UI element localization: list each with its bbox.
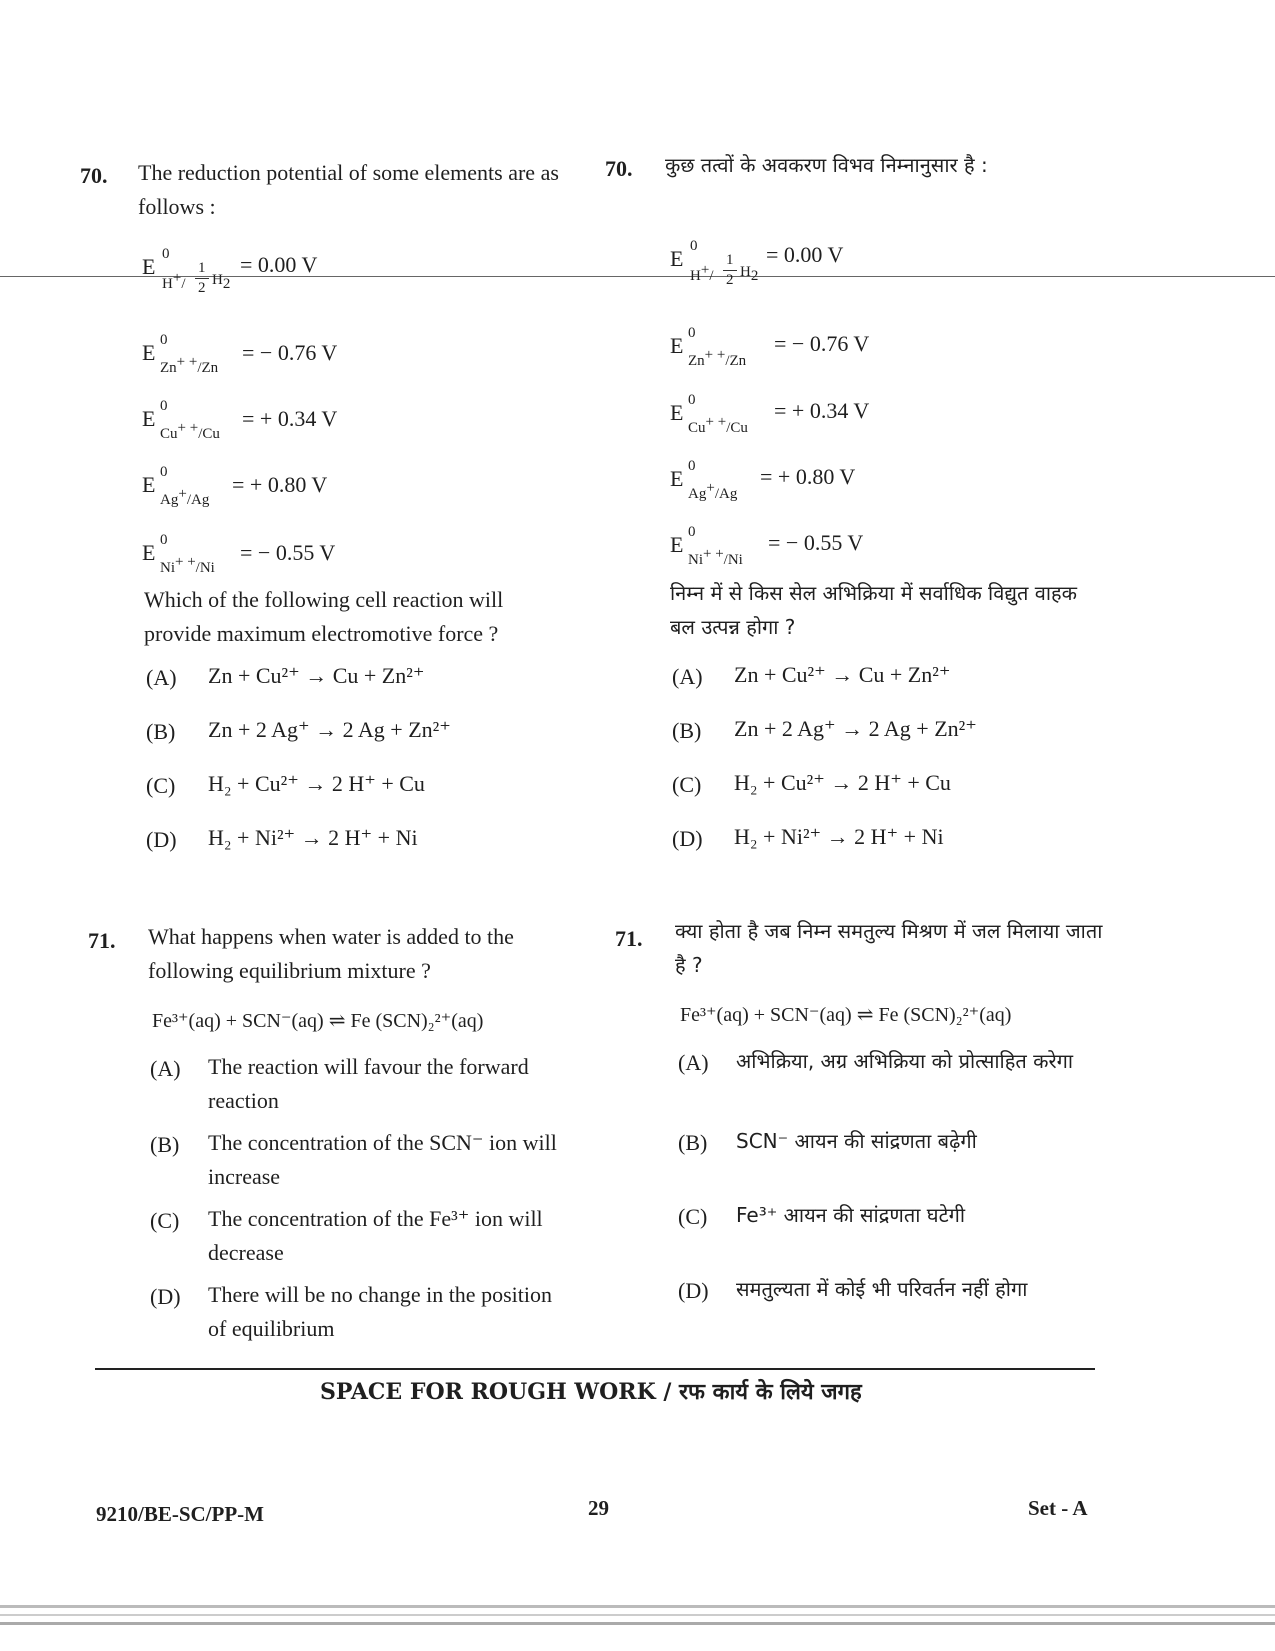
- q70-hi-question: कुछ तत्वों के अवकरण विभव निम्नानुसार है :: [665, 153, 988, 177]
- q70-en-eq-ni: E 0 Ni+ +/Ni = − 0.55 V: [142, 532, 336, 576]
- q70-hi-number: 70.: [605, 156, 633, 181]
- scan-border-bottom: [0, 1605, 1275, 1608]
- q70-en-prompt: Which of the following cell reaction will provide maximum electromotive force ?: [144, 587, 504, 646]
- q70-hi-eq-ni-value: = − 0.55 V: [768, 530, 864, 555]
- set-label: Set - A: [1028, 1496, 1088, 1520]
- q70-en-eq-cu-value: = + 0.34 V: [242, 406, 338, 431]
- q70-hi-eq-h: E 0 H+/ 1 2 $H_2$ = 0.00 V: [670, 238, 844, 288]
- q70-hi-eq-ag-value: = + 0.80 V: [760, 464, 856, 489]
- q70-hi-eq-zn: E 0 Zn+ +/Zn = − 0.76 V: [670, 325, 870, 369]
- q70-hi-option-b: (B) Zn + 2 Ag⁺ → 2 Ag + Zn²⁺: [672, 716, 977, 743]
- q70-en-eq-ag: E 0 Ag+/Ag = + 0.80 V: [142, 464, 328, 508]
- q70-en-question: The reduction potential of some elements are as follows :: [138, 160, 559, 219]
- page-number: 29: [588, 1496, 609, 1520]
- q70-hi-eq-zn-value: = − 0.76 V: [774, 331, 870, 356]
- q70-hi-eq-h-value: = 0.00 V: [766, 242, 844, 267]
- q71-hi-equation: Fe³⁺(aq) + SCN⁻(aq) ⇌ Fe (SCN)₂²⁺(aq): [680, 1004, 1012, 1026]
- rough-work-divider: [95, 1368, 1095, 1370]
- q70-hi-option-a: (A) Zn + Cu²⁺ → Cu + Zn²⁺: [672, 662, 951, 689]
- q70-en-eq-ag-value: = + 0.80 V: [232, 472, 328, 497]
- q70-hi-eq-ag: E 0 Ag+/Ag = + 0.80 V: [670, 458, 856, 502]
- q71-en-question: What happens when water is added to the following equilibrium mixture ?: [148, 924, 514, 983]
- scan-border-bottom-3: [0, 1622, 1275, 1625]
- q70-en-option-c: (C) H₂ + Cu²⁺ → 2 H⁺ + Cu: [146, 771, 425, 798]
- q71-en-number: 71.: [88, 928, 116, 953]
- q70-hi-eq-cu: E 0 Cu+ +/Cu = + 0.34 V: [670, 392, 870, 436]
- q70-hi-option-c: (C) H₂ + Cu²⁺ → 2 H⁺ + Cu: [672, 770, 951, 797]
- q70-en-option-b: (B) Zn + 2 Ag⁺ → 2 Ag + Zn²⁺: [146, 717, 451, 744]
- rough-work-label: SPACE FOR ROUGH WORK / रफ कार्य के लिये जगह: [320, 1379, 862, 1405]
- q70-hi-eq-ni: E 0 Ni+ +/Ni = − 0.55 V: [670, 524, 864, 568]
- q70-en-eq-h-value: = 0.00 V: [240, 252, 318, 277]
- q70-en-option-d: (D) H₂ + Ni²⁺ → 2 H⁺ + Ni: [146, 825, 418, 852]
- scan-border-bottom-2: [0, 1614, 1275, 1616]
- q70-hi-option-d: (D) H₂ + Ni²⁺ → 2 H⁺ + Ni: [672, 824, 944, 851]
- q71-en-equation: Fe³⁺(aq) + SCN⁻(aq) ⇌ Fe (SCN)₂²⁺(aq): [152, 1010, 484, 1032]
- q70-en-eq-zn: E 0 Zn+ +/Zn = − 0.76 V: [142, 332, 338, 376]
- q71-hi-number: 71.: [615, 926, 643, 951]
- q70-hi-prompt: निम्न में से किस सेल अभिक्रिया में सर्वाधिक विद्युत वाहक बल उत्पन्न होगा ?: [670, 581, 1077, 639]
- q70-hi-eq-cu-value: = + 0.34 V: [774, 398, 870, 423]
- q70-en-eq-cu: E 0 Cu+ +/Cu = + 0.34 V: [142, 398, 338, 442]
- q70-en-option-a: (A) Zn + Cu²⁺ → Cu + Zn²⁺: [146, 663, 425, 690]
- q70-en-eq-h: E 0 H+/ 1 2 $H_2$ = 0.00 V: [142, 246, 318, 296]
- q70-en-eq-ni-value: = − 0.55 V: [240, 540, 336, 565]
- q70-en-eq-zn-value: = − 0.76 V: [242, 340, 338, 365]
- q70-en-number: 70.: [80, 163, 108, 188]
- paper-code: 9210/BE-SC/PP-M: [96, 1502, 264, 1526]
- q71-hi-question: क्या होता है जब निम्न समतुल्य मिश्रण में जल मिलाया जाता है ?: [675, 919, 1103, 977]
